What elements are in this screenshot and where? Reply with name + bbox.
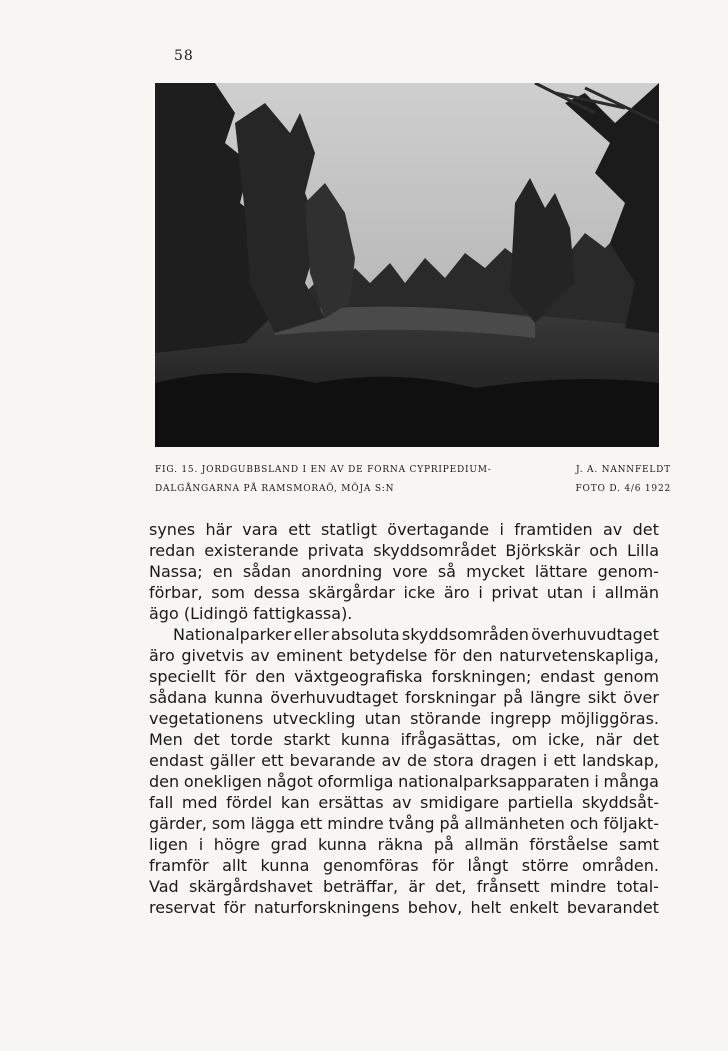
caption-line: FIG. 15. JORDGUBBSLAND I EN AV DE FORNA CYPRIPEDIUM-	[155, 465, 492, 475]
credit-line: J. A. NANNFELDT	[576, 465, 671, 475]
text-line: vegetationens utveckling utan störande ingrepp möjliggöras.	[149, 709, 659, 728]
credit-line: FOTO D. 4/6 1922	[575, 484, 671, 494]
text-line: endast gäller ett bevarande av de stora dragen i ett landskap,	[149, 751, 659, 770]
body-text	[149, 519, 659, 918]
caption-line: DALGÅNGARNA PÅ RAMSMORAÖ, MÖJA S:N	[155, 484, 395, 494]
text-line: synes här vara ett statligt övertagande i framtiden av det	[149, 520, 659, 539]
text-line: framför allt kunna genomföras för långt större områden.	[149, 856, 659, 875]
text-line: Men det torde starkt kunna ifrågasättas, om icke, när det	[149, 730, 659, 749]
text-line: ligen i högre grad kunna räkna på allmän förståelse samt	[149, 835, 659, 854]
photo-credit	[541, 461, 671, 499]
caption-title	[155, 461, 555, 499]
text-line: Vad skärgårdshavet beträffar, är det, frånsett mindre total-	[149, 877, 659, 896]
text-line: Nationalparker eller absoluta skyddsområden överhuvudtaget	[173, 625, 659, 644]
text-line: ägo (Lidingö fattigkassa).	[149, 604, 353, 623]
page-number: 58	[174, 48, 194, 64]
text-line: fall med fördel kan ersättas av smidigare partiella skyddsåt-	[149, 793, 659, 812]
text-line: sådana kunna överhuvudtaget forskningar på längre sikt över	[149, 688, 659, 707]
text-line: förbar, som dessa skärgårdar icke äro i privat utan i allmän	[149, 583, 659, 602]
landscape-photo	[155, 83, 659, 447]
text-line: den onekligen något oformliga nationalparksapparaten i många	[149, 772, 659, 791]
text-line: gärder, som lägga ett mindre tvång på allmänheten och följakt-	[149, 814, 659, 833]
text-line: speciellt för den växtgeografiska forskningen; endast genom	[149, 667, 659, 686]
photo-illustration	[155, 83, 659, 447]
text-line: äro givetvis av eminent betydelse för den naturvetenskapliga,	[149, 646, 659, 665]
text-line: Nassa; en sådan anordning vore så mycket lättare genom-	[149, 562, 659, 581]
text-line: reservat för naturforskningens behov, helt enkelt bevarandet	[149, 898, 659, 917]
text-line: redan existerande privata skyddsområdet Björkskär och Lilla	[149, 541, 659, 560]
